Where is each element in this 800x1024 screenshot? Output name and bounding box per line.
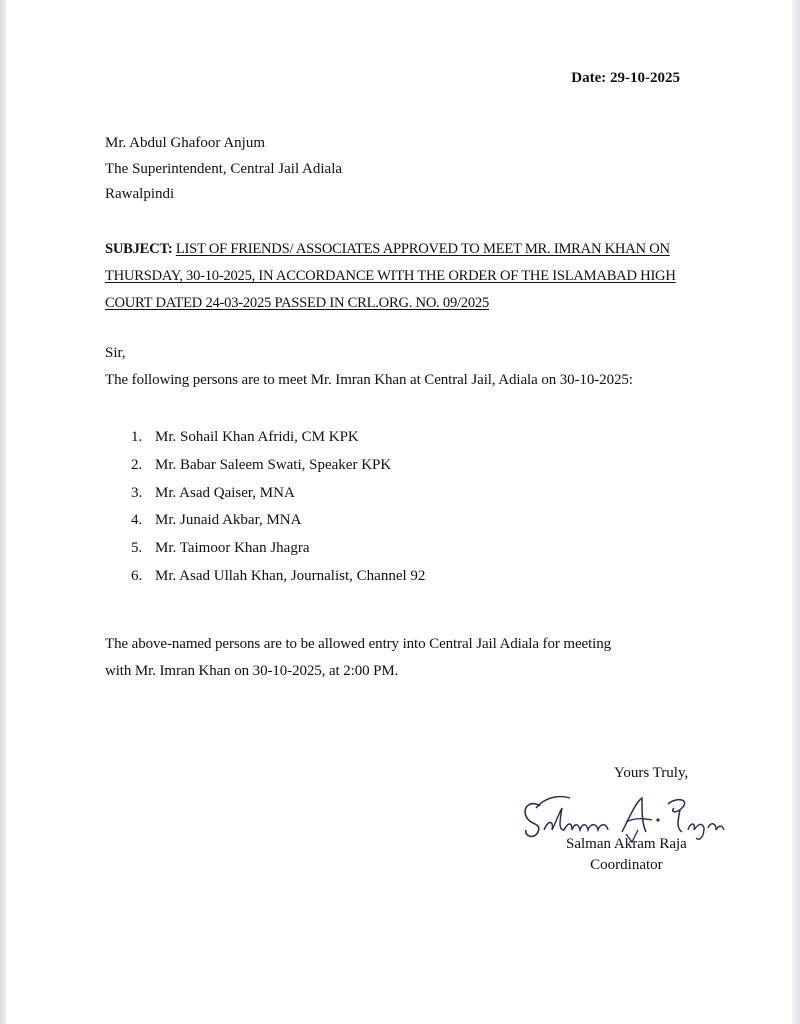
recipient-title: The Superintendent, Central Jail Adiala bbox=[105, 160, 343, 177]
closing-line-2: with Mr. Imran Khan on 30-10-2025, at 2:00 PM. bbox=[105, 663, 399, 679]
list-item bbox=[131, 535, 425, 563]
page-edge-right bbox=[792, 0, 800, 1024]
sign-off: Yours Truly, bbox=[614, 765, 689, 781]
list-number: 3. bbox=[131, 484, 143, 501]
salutation: Sir, bbox=[105, 345, 126, 361]
letter-date: Date: 29-10-2025 bbox=[571, 70, 680, 86]
subject-text: LIST OF FRIENDS/ ASSOCIATES APPROVED TO MEET MR. IMRAN KHAN ON THURSDAY, 30-10-2025, IN ACCORDANCE WITH THE ORDER OF THE ISLAMABAD HIGH COURT DATED 24-03-2025 PASSED IN CRL.ORG. NO. 09/2025 bbox=[105, 241, 676, 311]
list-item bbox=[131, 480, 425, 508]
list-number: 2. bbox=[131, 456, 143, 473]
list-number: 6. bbox=[131, 567, 143, 584]
letter-page bbox=[6, 0, 792, 1024]
list-item bbox=[131, 563, 425, 591]
list-item bbox=[131, 424, 425, 452]
closing-line-1: The above-named persons are to be allowed entry into Central Jail Adiala for meeting bbox=[105, 636, 612, 652]
list-number: 1. bbox=[131, 429, 143, 445]
subject-label: SUBJECT: bbox=[105, 241, 173, 257]
recipient-city: Rawalpindi bbox=[105, 186, 175, 202]
persons-list bbox=[131, 424, 425, 591]
person-name: Mr. Sohail Khan Afridi, CM KPK bbox=[155, 429, 359, 445]
subject-block bbox=[105, 236, 705, 317]
signer-name: Salman Akram Raja bbox=[566, 836, 687, 852]
person-name: Mr. Asad Qaiser, MNA bbox=[155, 484, 295, 501]
signer-title: Coordinator bbox=[590, 857, 663, 873]
signer-block bbox=[566, 834, 687, 876]
list-item bbox=[131, 507, 425, 535]
list-number: 5. bbox=[131, 540, 143, 557]
person-name: Mr. Asad Ullah Khan, Journalist, Channel 92 bbox=[155, 567, 426, 584]
recipient-name: Mr. Abdul Ghafoor Anjum bbox=[105, 135, 265, 151]
closing-paragraph bbox=[105, 631, 611, 685]
intro-paragraph: The following persons are to meet Mr. Imran Khan at Central Jail, Adiala on 30-10-2025: bbox=[105, 372, 633, 388]
list-item bbox=[131, 452, 425, 480]
person-name: Mr. Junaid Akbar, MNA bbox=[155, 512, 302, 529]
recipient-address bbox=[105, 131, 342, 208]
person-name: Mr. Taimoor Khan Jhagra bbox=[155, 540, 310, 557]
person-name: Mr. Babar Saleem Swati, Speaker KPK bbox=[155, 456, 392, 473]
list-number: 4. bbox=[131, 512, 143, 529]
